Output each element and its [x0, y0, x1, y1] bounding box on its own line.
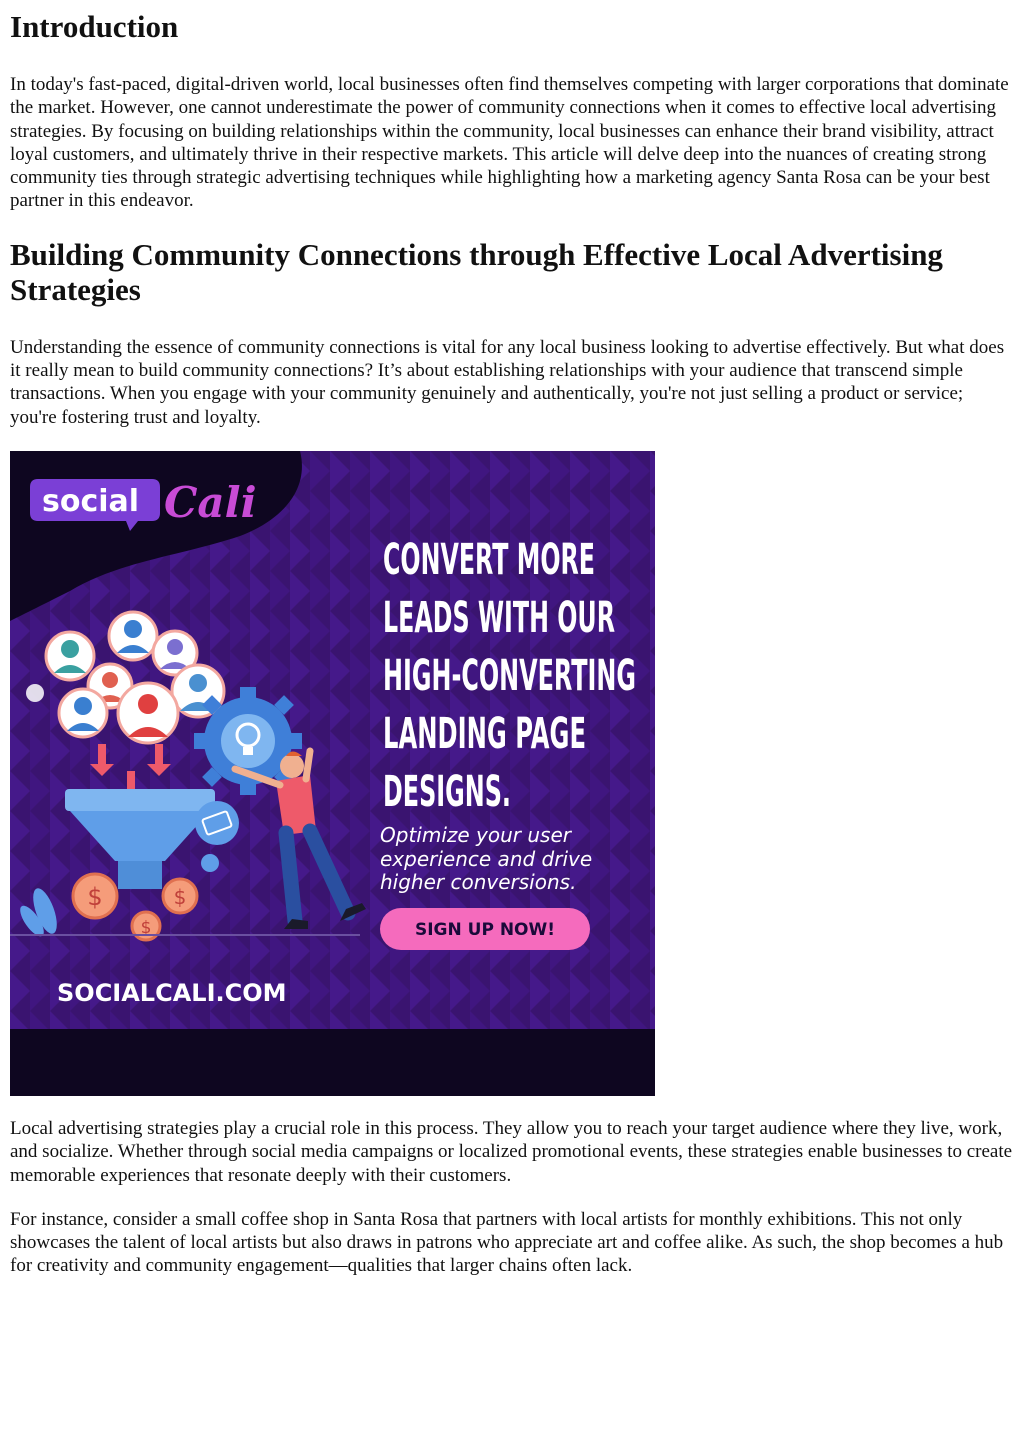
svg-text:$: $	[140, 917, 152, 938]
logo-cali-text: Cali	[164, 477, 257, 527]
headline-line-2: LEADS WITH OUR	[383, 592, 615, 643]
article	[0, 9, 1024, 1278]
banner-graphic	[10, 451, 655, 1096]
subtext-line-2: experience and drive	[380, 846, 593, 871]
svg-text:$: $	[173, 884, 187, 909]
website-label: SOCIALCALI.COM	[57, 978, 287, 1007]
svg-text:$: $	[87, 882, 103, 911]
gear-icon	[194, 687, 302, 795]
subtext-line-3: higher conversions.	[380, 869, 577, 894]
heading-introduction: Introduction	[10, 9, 179, 44]
headline-line-1: CONVERT MORE	[383, 534, 595, 585]
paragraph-local-advertising: Local advertising strategies play a crucial role in this process. They allow you to reach your target audience where they live, work, and socialize. Whether through social media campaigns or localized promotional events, these strategies enable businesses to create memorable experiences that resonate deeply with their customers.	[10, 1117, 1013, 1186]
headline-line-5: DESIGNS.	[383, 766, 511, 817]
sign-up-button[interactable]	[380, 908, 590, 950]
sign-up-label: SIGN UP NOW!	[414, 919, 556, 940]
paragraph-coffee-shop-example: For instance, consider a small coffee shop in Santa Rosa that partners with local artists for monthly exhibitions. This not only showcases the talent of local artists but also draws in patrons who appreciate art and coffee alike. As such, the shop becomes a hub for creativity and community engagement—qualities that larger chains often lack.	[10, 1208, 1004, 1277]
headline-line-4: LANDING PAGE	[383, 708, 586, 759]
subtext-line-1: Optimize your user	[380, 822, 571, 847]
socialcali-ad-banner[interactable]	[10, 451, 655, 1096]
heading-building-community: Building Community Connections through Effective Local Advertising Strategies	[10, 236, 943, 308]
banner-subtext	[380, 823, 592, 894]
paragraph-introduction: In today's fast-paced, digital-driven world, local businesses often find themselves competing with larger corporations that dominate the market. However, one cannot underestimate the power of community connections when it comes to effective local advertising strategies. By focusing on building relationships within the community, local businesses can enhance their brand visibility, attract loyal customers, and ultimately thrive in their respective markets. This article will delve deep into the nuances of creating strong community ties through strategic advertising techniques while highlighting how a marketing agency Santa Rosa can be your best partner in this endeavor.	[10, 74, 1009, 212]
headline-line-3: HIGH-CONVERTING	[383, 650, 636, 701]
banner-bottom-band	[10, 1029, 655, 1096]
paragraph-understanding: Understanding the essence of community connections is vital for any local business looking to advertise effectively. But what does it really mean to build community connections? It’s about establishing relationships with your audience that transcend simple transactions. When you engage with your community genuinely and authentically, you're not just selling a product or service; you're fostering trust and loyalty.	[10, 336, 1005, 428]
logo-social-text: social	[42, 483, 140, 519]
